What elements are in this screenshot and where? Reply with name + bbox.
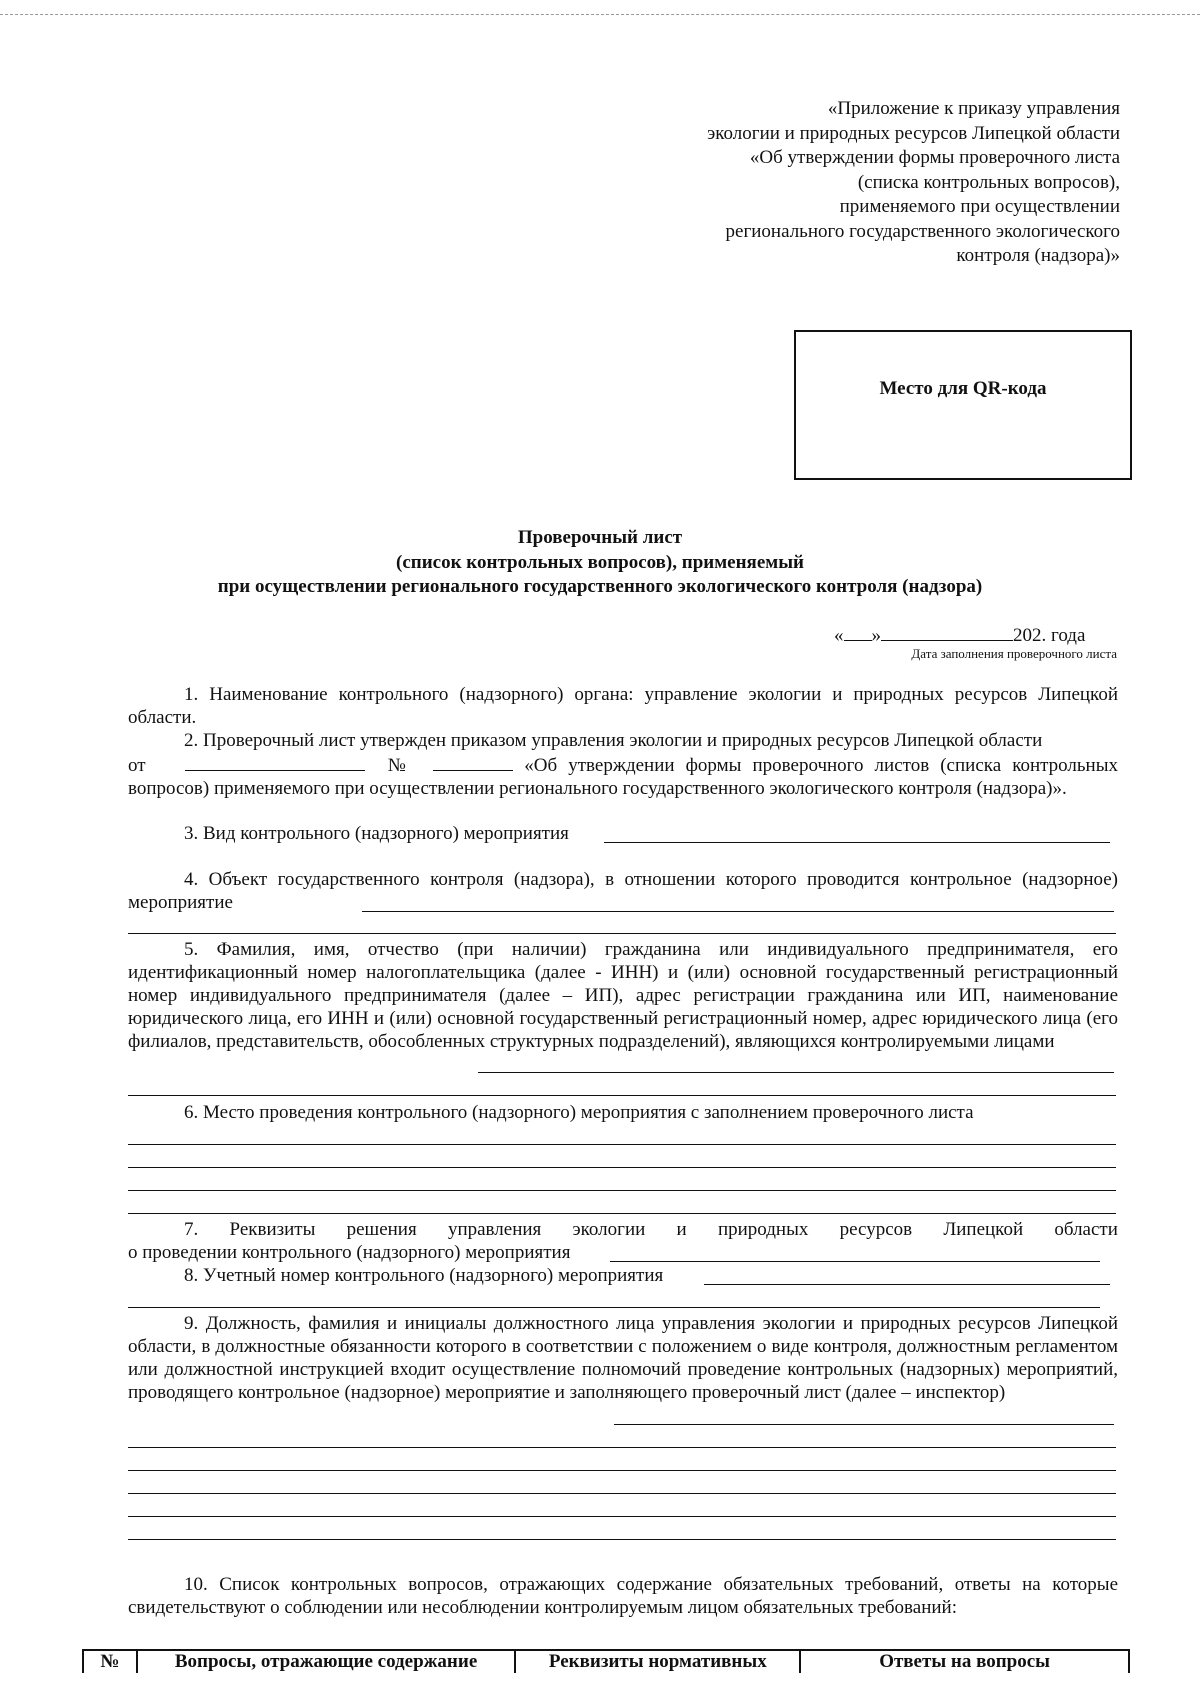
- event-place-field-line-3[interactable]: [128, 1190, 1116, 1191]
- control-questions-table-header: [82, 1649, 1130, 1673]
- date-close-quote: »: [871, 625, 881, 646]
- month-blank-field[interactable]: [881, 622, 1013, 641]
- appendix-note: [707, 97, 1120, 269]
- item-7-word: природных: [717, 1219, 809, 1240]
- registration-number-field[interactable]: [704, 1284, 1110, 1285]
- item-4-text: 4. Объект государственного контроля (надзора), в отношении которого проводится контрольное (надзорное) мероприятие: [128, 869, 1118, 913]
- event-place-field-line-1[interactable]: [128, 1144, 1116, 1145]
- qr-code-label: Место для QR-кода: [879, 378, 1047, 399]
- page-top-border: [0, 14, 1200, 15]
- item-7-word: управления: [447, 1219, 542, 1240]
- title-line-1: Проверочный лист: [517, 527, 683, 548]
- fill-date-line: [834, 622, 1085, 647]
- decision-details-field[interactable]: [610, 1261, 1100, 1262]
- item-2-order-title: «Об утверждении формы проверочного листов (списка контрольных вопросов) применяемого при осуществлении регионального государственного экологического контроля (надзора)».: [128, 755, 1118, 799]
- item-7-word: решения: [346, 1219, 417, 1240]
- order-number-field[interactable]: [433, 752, 513, 771]
- table-header-number: №: [84, 1651, 138, 1673]
- appendix-line: контроля (надзора)»: [956, 245, 1120, 266]
- date-year-suffix: 202. года: [1013, 625, 1086, 646]
- inspector-field-line-2[interactable]: [128, 1447, 1116, 1448]
- appendix-line: «Приложение к приказу управления: [827, 98, 1120, 119]
- item-6-text: 6. Место проведения контрольного (надзорного) мероприятия с заполнением проверочного листа: [184, 1102, 974, 1123]
- date-open-quote: «: [834, 625, 844, 646]
- appendix-line: «Об утверждении формы проверочного листа: [749, 147, 1120, 168]
- table-header-questions: Вопросы, отражающие содержание: [138, 1651, 517, 1673]
- item-5-text: 5. Фамилия, имя, отчество (при наличии) гражданина или индивидуального предпринимателя, его идентификационный номер налогоплательщика (далее - ИНН) и (или) основной государственный регистрационный номер индивидуального предпринимателя (далее – ИП), адрес регистрации гражданина или ИП, наименование юридического лица, его ИНН и (или) основной государственный регистрационный номер, адрес юридического лица (его филиалов, представительств, обособленных структурных подразделений), являющихся контролируемыми лицами: [128, 939, 1118, 1052]
- event-place-field-line-2[interactable]: [128, 1167, 1116, 1168]
- item-7-word: Реквизиты: [229, 1219, 316, 1240]
- table-header-references: Реквизиты нормативных: [516, 1651, 801, 1673]
- item-7-text-line-2: о проведении контрольного (надзорного) мероприятия: [128, 1242, 571, 1263]
- item-3-text: 3. Вид контрольного (надзорного) мероприятия: [184, 823, 569, 844]
- item-2-number-label: №: [387, 755, 413, 776]
- registration-number-field-line-2[interactable]: [128, 1307, 1100, 1308]
- item-7-word: Липецкой: [943, 1219, 1024, 1240]
- event-type-field[interactable]: [604, 842, 1110, 843]
- date-caption: Дата заполнения проверочного листа: [911, 646, 1117, 661]
- inspector-field-line-6[interactable]: [128, 1539, 1116, 1540]
- control-object-field[interactable]: [362, 911, 1114, 912]
- item-7-text: [184, 1218, 1118, 1241]
- item-7-word: ресурсов: [839, 1219, 913, 1240]
- inspector-field-line-5[interactable]: [128, 1516, 1116, 1517]
- event-place-field-line-4[interactable]: [128, 1213, 1116, 1214]
- document-title: [0, 526, 1200, 600]
- table-header-answers: Ответы на вопросы: [879, 1651, 1051, 1672]
- item-10-text: 10. Список контрольных вопросов, отражающих содержание обязательных требований, ответы на которые свидетельствуют о соблюдении или несоблюдении контролируемым лицом обязательных требований:: [128, 1574, 1118, 1618]
- order-date-field[interactable]: [185, 752, 365, 771]
- item-7-word: 7.: [184, 1219, 199, 1240]
- control-object-field-line-2[interactable]: [128, 933, 1116, 934]
- inspector-field-line-4[interactable]: [128, 1493, 1116, 1494]
- appendix-line: регионального государственного экологического: [725, 220, 1120, 242]
- appendix-line: (списка контрольных вопросов),: [857, 171, 1120, 193]
- controlled-person-field-line-2[interactable]: [128, 1095, 1116, 1096]
- item-1-text: 1. Наименование контрольного (надзорного) органа: управление экологии и природных ресурсов Липецкой области.: [128, 684, 1118, 728]
- item-2-from-label: от: [128, 755, 146, 776]
- day-blank-field[interactable]: [844, 622, 872, 641]
- inspector-field[interactable]: [614, 1424, 1114, 1425]
- item-2-text: 2. Проверочный лист утвержден приказом управления экологии и природных ресурсов Липецкой области: [184, 730, 1043, 751]
- controlled-person-field[interactable]: [478, 1072, 1114, 1073]
- item-8-text: 8. Учетный номер контрольного (надзорного) мероприятия: [184, 1265, 664, 1286]
- item-9-text: 9. Должность, фамилия и инициалы должностного лица управления экологии и природных ресурсов Липецкой области, в должностные обязанности которого в соответствии с положением о виде контроля, должностным регламентом или должностной инструкцией входит осуществление полномочий проведение контрольных (надзорных) мероприятий, проводящего контрольное (надзорное) мероприятие и заполняющего проверочный лист (далее – инспектор): [128, 1313, 1118, 1403]
- inspector-field-line-3[interactable]: [128, 1470, 1116, 1471]
- appendix-line: применяемого при осуществлении: [839, 196, 1120, 217]
- item-7-word: и: [676, 1219, 687, 1240]
- appendix-line: экологии и природных ресурсов Липецкой области: [707, 122, 1120, 144]
- qr-code-placeholder: [794, 330, 1132, 480]
- item-7-word: области: [1054, 1219, 1118, 1240]
- title-line-2: (список контрольных вопросов), применяемый: [396, 551, 804, 573]
- item-2-continuation: [128, 752, 1118, 800]
- item-7-word: экологии: [572, 1219, 646, 1240]
- title-line-3: при осуществлении регионального государственного экологического контроля (надзора): [217, 576, 983, 597]
